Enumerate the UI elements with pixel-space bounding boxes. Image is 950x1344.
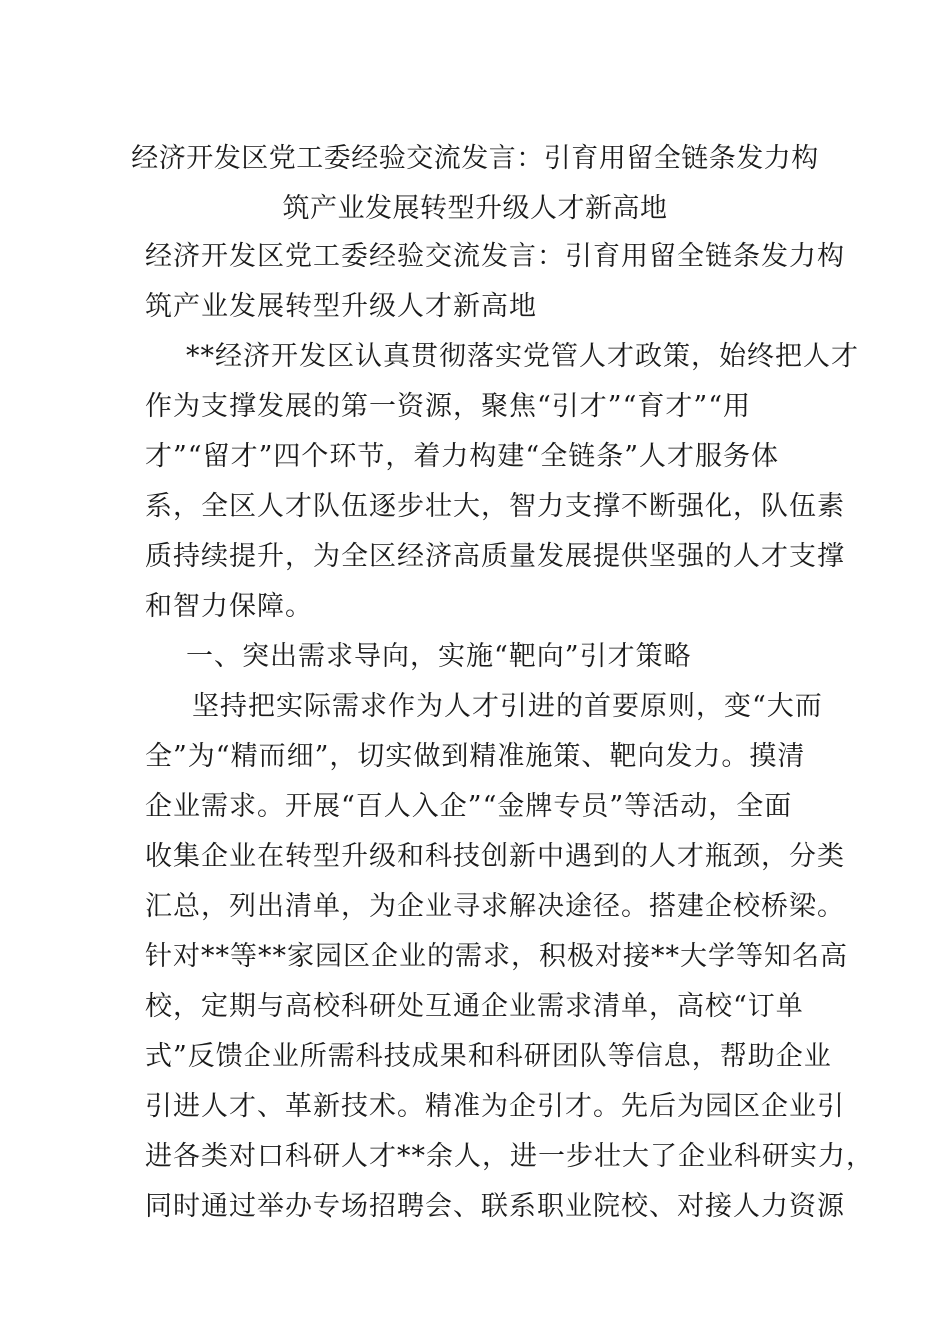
paragraph-line: 同时通过举办专场招聘会、联系职业院校、对接人力资源 — [145, 1191, 845, 1222]
paragraph-line: 式”反馈企业所需科技成果和科研团队等信息，帮助企业 — [145, 1041, 832, 1072]
section-heading: 一、突出需求导向，实施“靶向”引才策略 — [186, 641, 692, 672]
paragraph-line: **经济开发区认真贯彻落实党管人才政策，始终把人才 — [186, 341, 859, 372]
paragraph-line: 引进人才、革新技术。精准为企引才。先后为园区企业引 — [145, 1091, 845, 1122]
paragraph-line: 质持续提升，为全区经济高质量发展提供坚强的人才支撑 — [145, 541, 845, 572]
repeated-title-line-1: 经济开发区党工委经验交流发言：引育用留全链条发力构 — [145, 241, 845, 272]
paragraph-line: 汇总，列出清单，为企业寻求解决途径。搭建企校桥梁。 — [145, 891, 845, 922]
document-title-line-1: 经济开发区党工委经验交流发言：引育用留全链条发力构 — [131, 143, 819, 174]
paragraph-line: 校，定期与高校科研处互通企业需求清单，高校“订单 — [145, 991, 804, 1022]
paragraph-line: 才”“留才”四个环节，着力构建“全链条”人才服务体 — [145, 441, 780, 472]
paragraph-line: 和智力保障。 — [145, 591, 313, 622]
paragraph-line: 针对**等**家园区企业的需求，积极对接**大学等知名高 — [145, 941, 848, 972]
paragraph-line: 收集企业在转型升级和科技创新中遇到的人才瓶颈，分类 — [145, 841, 845, 872]
document-title-line-2: 筑产业发展转型升级人才新高地 — [282, 193, 668, 224]
paragraph-line: 进各类对口科研人才**余人，进一步壮大了企业科研实力， — [145, 1141, 874, 1172]
paragraph-line: 全”为“精而细”，切实做到精准施策、靶向发力。摸清 — [145, 741, 806, 772]
paragraph-line: 作为支撑发展的第一资源，聚焦“引才”“育才”“用 — [145, 391, 752, 422]
paragraph-line: 企业需求。开展“百人入企”“金牌专员”等活动，全面 — [145, 791, 793, 822]
repeated-title-line-2: 筑产业发展转型升级人才新高地 — [145, 291, 537, 322]
paragraph-line: 坚持把实际需求作为人才引进的首要原则，变“大而 — [192, 691, 823, 722]
paragraph-line: 系，全区人才队伍逐步壮大，智力支撑不断强化，队伍素 — [145, 491, 845, 522]
